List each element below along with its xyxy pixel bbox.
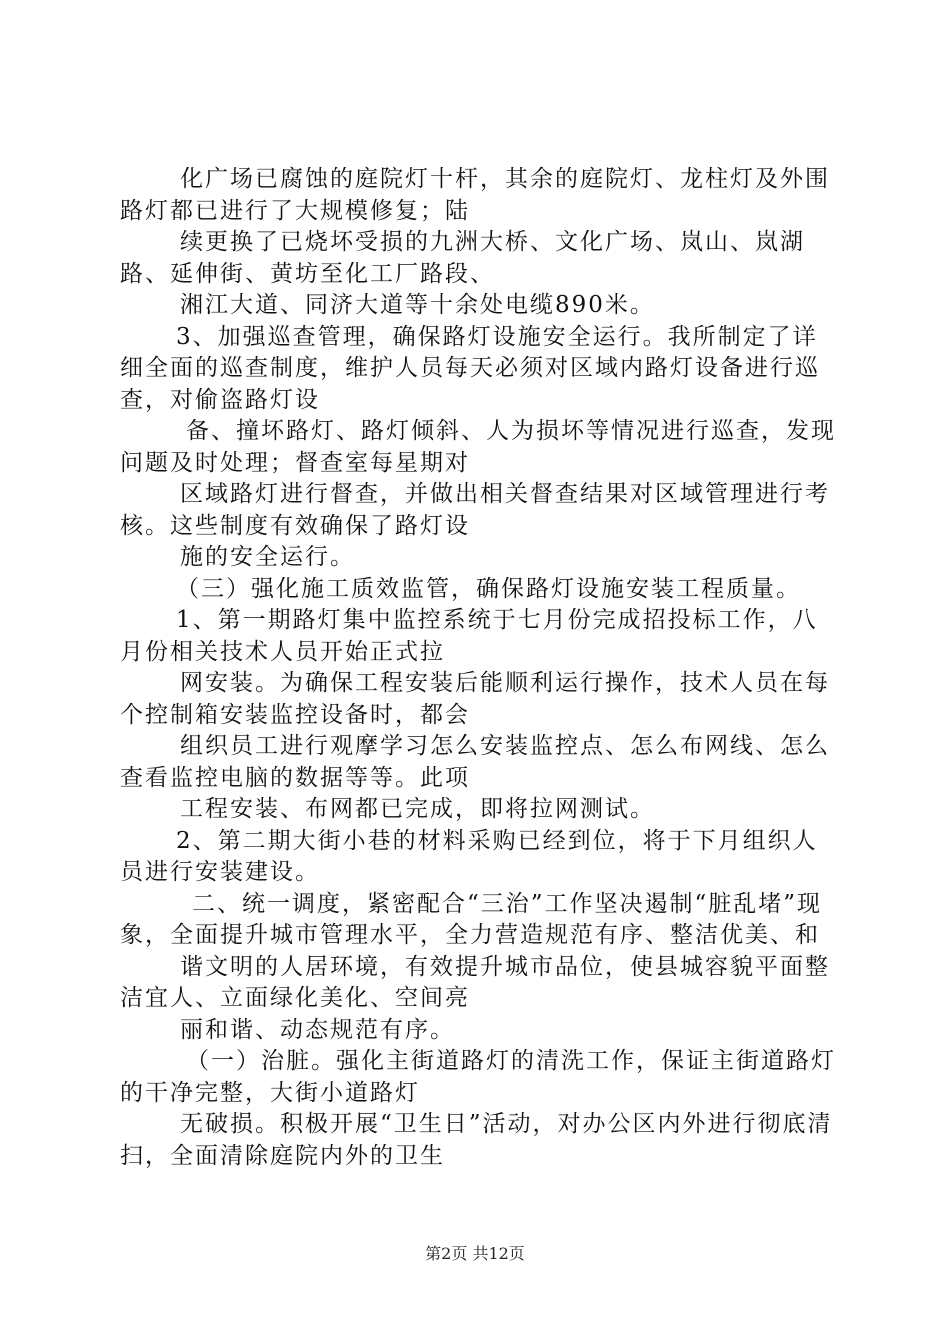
paragraph: 区域路灯进行督查，并做出相关督查结果对区域管理进行考核。这些制度有效确保了路灯设 bbox=[120, 481, 830, 539]
paragraph: 备、撞坏路灯、路灯倾斜、人为损坏等情况进行巡查，发现问题及时处理；督查室每星期对 bbox=[120, 418, 836, 476]
page-footer: 第2页 共12页 bbox=[425, 1244, 525, 1263]
paragraph: 湘江大道、同济大道等十余处电缆890米。 bbox=[180, 292, 655, 318]
paragraph: 3、加强巡查管理，确保路灯设施安全运行。我所制定了详细全面的巡查制度，维护人员每天必须对区域内路灯设备进行巡查，对偷盗路灯设 bbox=[120, 323, 820, 413]
paragraph: 施的安全运行。 bbox=[180, 544, 355, 570]
paragraph: 无破损。积极开展“卫生日”活动，对办公区内外进行彻底清扫，全面清除庭院内外的卫生 bbox=[120, 1111, 833, 1169]
paragraph: 丽和谐、动态规范有序。 bbox=[180, 1016, 455, 1043]
paragraph: 谐文明的人居环境，有效提升城市品位，使县城容貌平面整洁宜人、立面绿化美化、空间亮 bbox=[120, 953, 830, 1011]
document-body bbox=[120, 164, 840, 1172]
paragraph: 1、第一期路灯集中监控系统于七月份完成招投标工作，八月份相关技术人员开始正式拉 bbox=[120, 607, 818, 665]
section-heading: （三）强化施工质效监管，确保路灯设施安装工程质量。 bbox=[176, 575, 801, 602]
paragraph: 2、第二期大街小巷的材料采购已经到位，将于下月组织人员进行安装建设。 bbox=[120, 827, 818, 885]
paragraph: 网安装。为确保工程安装后能顺利运行操作，技术人员在每个控制箱安装监控设备时，都会 bbox=[120, 670, 830, 728]
paragraph: 组织员工进行观摩学习怎么安装监控点、怎么布网线、怎么查看监控电脑的数据等等。此项 bbox=[120, 733, 830, 791]
paragraph: 化广场已腐蚀的庭院灯十杆，其余的庭院灯、龙柱灯及外围路灯都已进行了大规模修复；陆 bbox=[120, 166, 830, 224]
section-heading: （一）治脏。强化主街道路灯的清洗工作，保证主街道路灯的干净完整，大街小道路灯 bbox=[120, 1048, 836, 1106]
section-heading: 二、统一调度，紧密配合“三治”工作坚决遏制“脏乱堵”现象，全面提升城市管理水平，全力营造规范有序、整洁优美、和 bbox=[120, 890, 823, 948]
paragraph: 续更换了已烧坏受损的九洲大桥、文化广场、岚山、岚湖路、延伸街、黄坊至化工厂路段、 bbox=[120, 229, 805, 287]
paragraph: 工程安装、布网都已完成，即将拉网测试。 bbox=[180, 796, 655, 822]
